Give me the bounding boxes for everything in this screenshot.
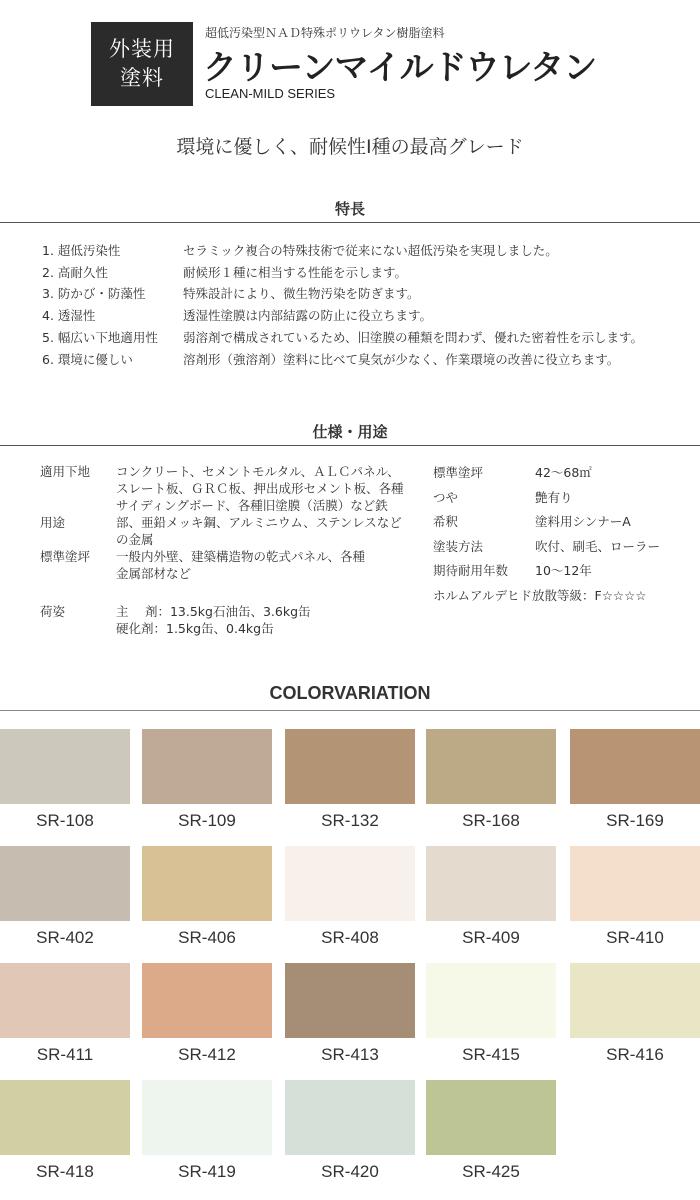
specs-left-column bbox=[40, 463, 406, 637]
color-swatch bbox=[0, 846, 130, 964]
spec-row-substrate bbox=[40, 463, 406, 548]
colorvariation-heading: COLORVARIATION bbox=[269, 683, 431, 703]
color-swatch bbox=[285, 963, 415, 1081]
colorvariation-divider bbox=[0, 710, 700, 711]
color-swatch bbox=[426, 1080, 556, 1198]
swatch-code: SR-415 bbox=[462, 1045, 520, 1064]
spec-label-lifespan: 期待耐用年数 bbox=[433, 563, 509, 578]
swatch-code: SR-410 bbox=[606, 928, 664, 947]
feature-desc: 溶剤形（強溶剤）塗料に比べて臭気が少なく、作業環境の改善に役立ちます。 bbox=[183, 351, 620, 367]
swatch-code: SR-406 bbox=[178, 928, 236, 947]
spec-label-area: 標準塗坪 bbox=[40, 549, 91, 564]
swatch-code: SR-419 bbox=[178, 1162, 236, 1181]
feature-name: 6. 環境に優しい bbox=[42, 351, 133, 367]
packaging-main: 主 剤：13.5kg石油缶、3.6kg缶 bbox=[116, 604, 311, 619]
swatch-chip bbox=[285, 1080, 415, 1155]
swatch-chip bbox=[426, 963, 556, 1038]
color-swatch bbox=[0, 963, 130, 1081]
feature-desc: セラミック複合の特殊技術で従来にない超低汚染を実現しました。 bbox=[183, 242, 558, 258]
swatch-code: SR-169 bbox=[606, 811, 664, 830]
feature-item bbox=[42, 261, 643, 283]
specs-right-column bbox=[433, 463, 660, 610]
product-title: クリーンマイルドウレタン bbox=[203, 48, 597, 88]
swatch-code: SR-420 bbox=[321, 1162, 379, 1181]
features-heading: 特長 bbox=[334, 200, 365, 218]
swatch-code: SR-412 bbox=[178, 1045, 236, 1064]
color-swatch bbox=[570, 963, 700, 1081]
spec-label-gloss: つや bbox=[433, 489, 459, 505]
swatch-code: SR-416 bbox=[606, 1045, 664, 1064]
spec-label-method: 塗装方法 bbox=[433, 538, 484, 554]
spec-label-packaging: 荷姿 bbox=[40, 604, 66, 619]
badge-line-1: 外装用 bbox=[109, 37, 175, 61]
feature-desc: 透湿性塗膜は内部結露の防止に役立ちます。 bbox=[183, 308, 433, 324]
swatch-chip bbox=[0, 1080, 130, 1155]
specs-heading: 仕様・用途 bbox=[312, 423, 388, 441]
swatch-chip bbox=[426, 1080, 556, 1155]
color-swatch bbox=[570, 846, 700, 964]
swatch-chip bbox=[285, 963, 415, 1038]
color-swatch bbox=[426, 729, 556, 847]
product-subtitle: 超低汚染型ＮＡＤ特殊ポリウレタン樹脂塗料 bbox=[205, 26, 445, 40]
catch-copy: 環境に優しく、耐候性Ⅰ種の最高グレード bbox=[176, 136, 524, 158]
formaldehyde-rating: ホルムアルデヒド放散等級：F☆☆☆☆ bbox=[433, 587, 647, 603]
spec-row-thinner bbox=[433, 512, 660, 537]
category-badge bbox=[91, 22, 193, 106]
swatch-code: SR-168 bbox=[462, 811, 520, 830]
feature-desc: 耐候形１種に相当する性能を示します。 bbox=[183, 264, 408, 280]
badge-line-2: 塗料 bbox=[120, 66, 164, 90]
specs-divider bbox=[0, 445, 700, 446]
feature-item bbox=[42, 239, 643, 261]
swatch-chip bbox=[142, 963, 272, 1038]
swatch-code: SR-425 bbox=[462, 1162, 520, 1181]
swatch-chip bbox=[142, 1080, 272, 1155]
spec-value-area: 一般内外壁、建築構造物の乾式パネル、各種金属部材など bbox=[116, 549, 366, 581]
spec-value-lifespan: 10～12年 bbox=[535, 563, 592, 578]
feature-item bbox=[42, 348, 643, 370]
spec-row-packaging bbox=[40, 603, 406, 637]
swatch-code: SR-413 bbox=[321, 1045, 379, 1064]
swatch-chip bbox=[426, 846, 556, 921]
swatch-chip bbox=[426, 729, 556, 804]
color-swatch bbox=[285, 846, 415, 964]
feature-desc: 弱溶剤で構成されているため、旧塗膜の種類を問わず、優れた密着性を示します。 bbox=[183, 330, 644, 346]
color-swatch bbox=[426, 963, 556, 1081]
packaging-hardener: 硬化剤：1.5kg缶、0.4kg缶 bbox=[116, 621, 274, 636]
swatch-chip bbox=[142, 729, 272, 804]
feature-name: 1. 超低汚染性 bbox=[42, 242, 121, 258]
feature-name: 2. 高耐久性 bbox=[42, 264, 108, 280]
swatch-code: SR-409 bbox=[462, 928, 520, 947]
spec-label-substrate: 適用下地 bbox=[40, 464, 91, 479]
spec-value-substrate: コンクリート、セメントモルタル、ＡＬＣパネル、スレート板、ＧＲＣ板、押出成形セメント板、各種サイディングボード、各種旧塗膜（活膜）など鉄部、亜鉛メッキ鋼、アルミニウム、ステンレスなどの金属 bbox=[116, 464, 404, 547]
spec-row-coverage bbox=[433, 463, 660, 488]
spec-label-usage: 用途 bbox=[40, 515, 66, 530]
spec-label bbox=[40, 463, 116, 548]
swatch-chip bbox=[285, 729, 415, 804]
feature-item bbox=[42, 283, 643, 305]
swatch-code: SR-408 bbox=[321, 928, 379, 947]
swatch-chip bbox=[570, 729, 700, 804]
color-swatch bbox=[285, 1080, 415, 1198]
color-swatch bbox=[570, 729, 700, 847]
spec-value-method: 吹付、刷毛、ローラー bbox=[535, 538, 661, 554]
color-swatch bbox=[142, 963, 272, 1081]
spec-value-thinner: 塗料用シンナーA bbox=[535, 514, 631, 529]
feature-item bbox=[42, 304, 643, 326]
spec-value-gloss: 艶有り bbox=[535, 489, 573, 505]
spec-value-packaging bbox=[116, 603, 406, 637]
swatch-chip bbox=[570, 846, 700, 921]
spec-label-thinner: 希釈 bbox=[433, 514, 459, 529]
spec-value-coverage: 42～68㎡ bbox=[535, 465, 592, 480]
swatch-chip bbox=[570, 963, 700, 1038]
spec-row-area bbox=[40, 548, 406, 582]
swatch-code: SR-411 bbox=[36, 1045, 94, 1064]
swatch-code: SR-402 bbox=[36, 928, 94, 947]
spec-row-lifespan bbox=[433, 561, 660, 586]
spec-row-gloss bbox=[433, 488, 660, 513]
feature-desc: 特殊設計により、微生物汚染を防ぎます。 bbox=[183, 286, 420, 302]
swatch-code: SR-418 bbox=[36, 1162, 94, 1181]
series-name: CLEAN-MILD SERIES bbox=[205, 86, 336, 101]
color-swatch bbox=[426, 846, 556, 964]
spec-row-method bbox=[433, 537, 660, 562]
color-swatch bbox=[142, 846, 272, 964]
color-swatch bbox=[285, 729, 415, 847]
features-divider bbox=[0, 222, 700, 223]
spec-label-coverage: 標準塗坪 bbox=[433, 465, 484, 480]
color-swatch bbox=[0, 1080, 130, 1198]
color-swatch bbox=[142, 1080, 272, 1198]
feature-item bbox=[42, 326, 643, 348]
swatch-code: SR-132 bbox=[321, 811, 379, 830]
swatch-chip bbox=[0, 729, 130, 804]
color-swatch bbox=[0, 729, 130, 847]
feature-name: 5. 幅広い下地適用性 bbox=[42, 330, 158, 346]
feature-name: 4. 透湿性 bbox=[42, 308, 96, 324]
swatch-code: SR-108 bbox=[36, 811, 94, 830]
features-list bbox=[42, 239, 643, 370]
swatch-chip bbox=[0, 963, 130, 1038]
swatch-chip bbox=[285, 846, 415, 921]
swatch-code: SR-109 bbox=[178, 811, 236, 830]
swatch-chip bbox=[142, 846, 272, 921]
swatch-chip bbox=[0, 846, 130, 921]
feature-name: 3. 防かび・防藻性 bbox=[42, 286, 146, 302]
color-swatch bbox=[142, 729, 272, 847]
